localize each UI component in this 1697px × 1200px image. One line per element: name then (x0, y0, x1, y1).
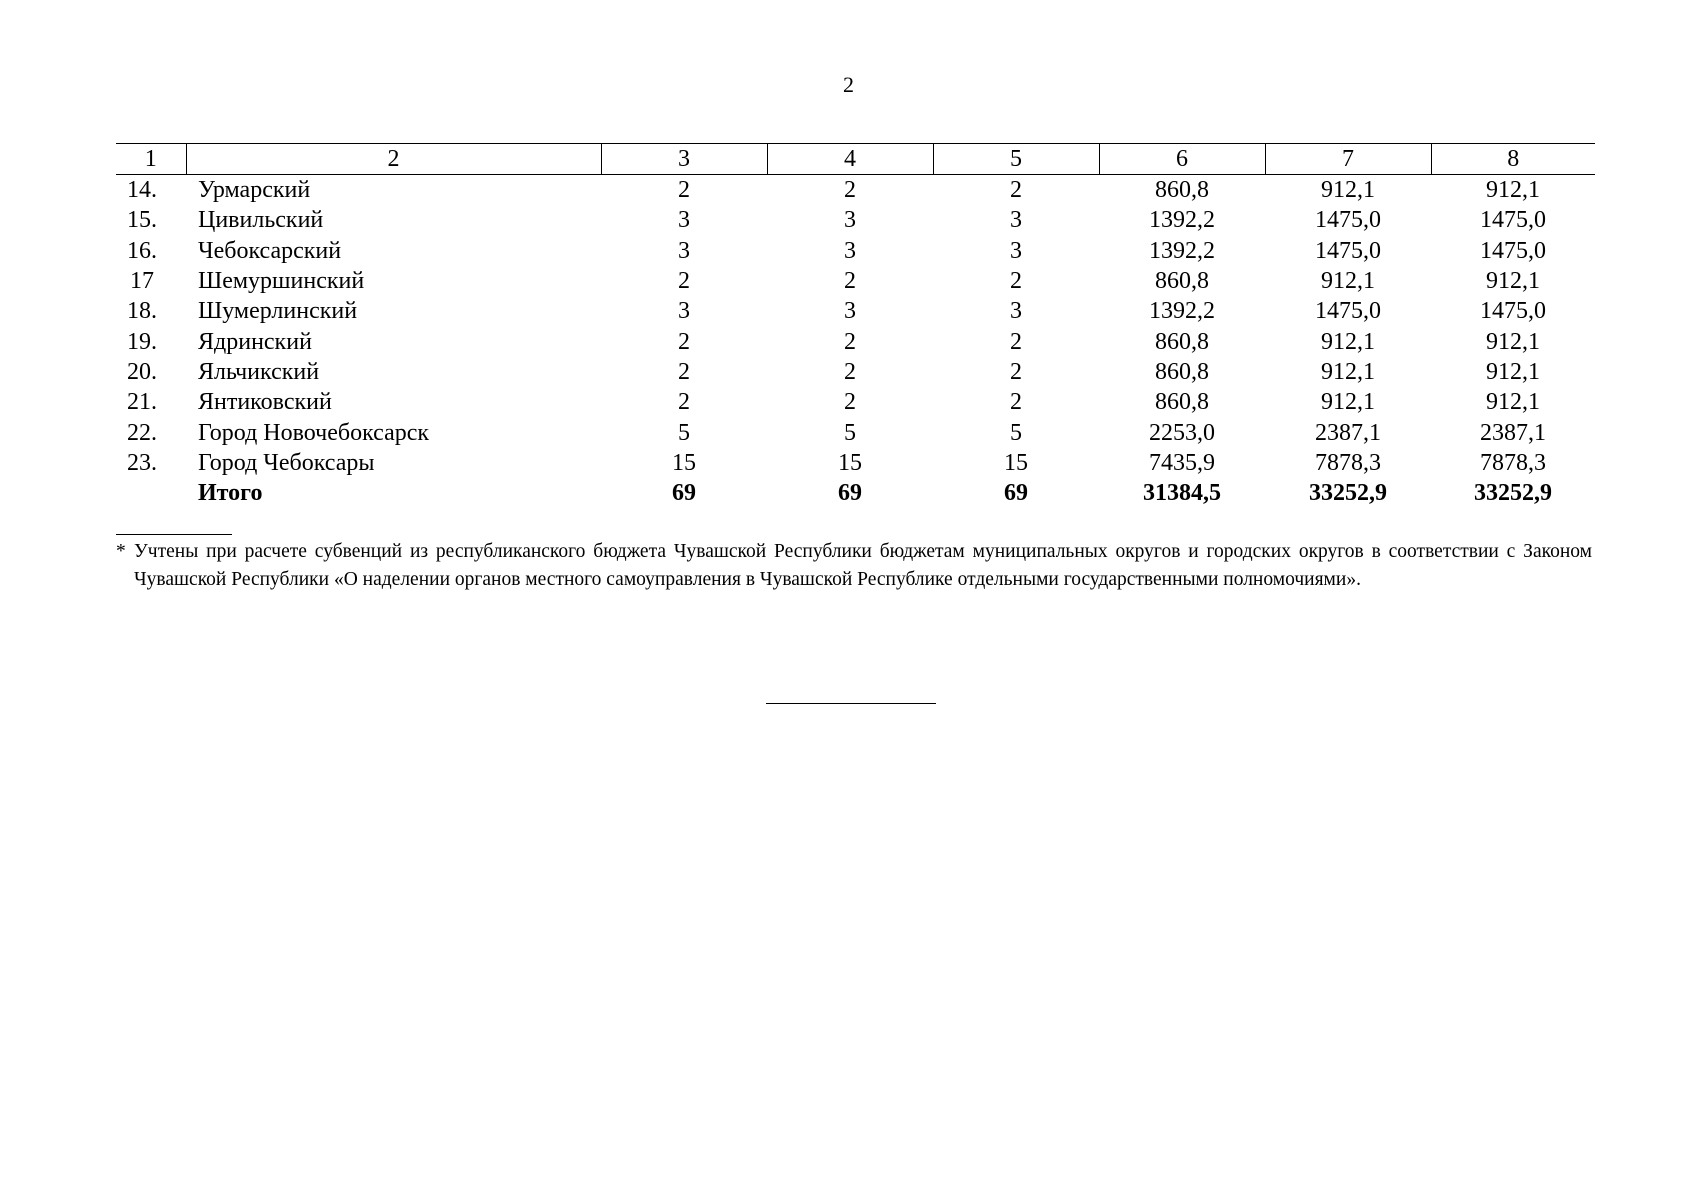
row-value-5: 2 (1010, 177, 1022, 204)
table-header (116, 144, 1595, 175)
table-row (116, 448, 1595, 478)
row-value-5: 5 (1010, 419, 1022, 446)
row-value-6: 1392,2 (1149, 207, 1215, 234)
footnote-mark: * (116, 541, 126, 562)
row-value-6: 860,8 (1155, 328, 1209, 355)
row-number: 22. (127, 419, 157, 446)
row-value-4: 2 (844, 177, 856, 204)
row-name: Шумерлинский (198, 298, 358, 325)
row-value-8: 1475,0 (1480, 237, 1546, 264)
row-value-8: 912,1 (1486, 328, 1540, 355)
table-body (116, 175, 1595, 509)
row-value-7: 1475,0 (1315, 237, 1381, 264)
header-cell-6: 6 (1099, 144, 1265, 175)
row-number: 16. (127, 237, 157, 264)
row-value-6: 1392,2 (1149, 237, 1215, 264)
row-value-6: 860,8 (1155, 177, 1209, 204)
row-value-4: 5 (844, 419, 856, 446)
row-value-3: 2 (678, 389, 690, 416)
row-value-7: 1475,0 (1315, 298, 1381, 325)
row-value-3: 2 (678, 268, 690, 295)
row-value-3: 15 (672, 449, 696, 476)
row-value-5: 3 (1010, 207, 1022, 234)
table-row (116, 175, 1595, 206)
table-row (116, 266, 1595, 296)
row-value-8: 7878,3 (1480, 449, 1546, 476)
row-value-6: 2253,0 (1149, 419, 1215, 446)
row-name: Янтиковский (198, 389, 332, 416)
header-cell-7: 7 (1265, 144, 1431, 175)
row-value-5: 15 (1004, 449, 1028, 476)
header-cell-2: 2 (186, 144, 601, 175)
row-value-8: 1475,0 (1480, 298, 1546, 325)
total-row (116, 478, 1595, 508)
table-row (116, 296, 1595, 326)
table-row (116, 387, 1595, 417)
row-name: Чебоксарский (198, 237, 342, 264)
row-value-7: 912,1 (1321, 389, 1375, 416)
row-value-4: 2 (844, 358, 856, 385)
total-value-5: 69 (1004, 480, 1028, 507)
row-name: Цивильский (198, 207, 324, 234)
row-value-7: 7878,3 (1315, 449, 1381, 476)
header-cell-5: 5 (933, 144, 1099, 175)
row-name: Ядринский (198, 328, 312, 355)
row-name: Город Чебоксары (198, 449, 375, 476)
row-value-4: 2 (844, 328, 856, 355)
row-value-8: 2387,1 (1480, 419, 1546, 446)
row-value-3: 2 (678, 358, 690, 385)
row-value-3: 3 (678, 237, 690, 264)
row-value-8: 912,1 (1486, 268, 1540, 295)
row-value-5: 3 (1010, 298, 1022, 325)
row-number: 17 (130, 268, 154, 295)
row-value-5: 2 (1010, 328, 1022, 355)
header-cell-8: 8 (1431, 144, 1595, 175)
row-value-3: 3 (678, 207, 690, 234)
row-number: 23. (127, 449, 157, 476)
page-number: 2 (843, 72, 854, 97)
total-value-7: 33252,9 (1309, 480, 1387, 507)
row-number: 18. (127, 298, 157, 325)
table-row (116, 326, 1595, 356)
row-value-7: 912,1 (1321, 328, 1375, 355)
row-value-5: 2 (1010, 358, 1022, 385)
total-value-6: 31384,5 (1143, 480, 1221, 507)
row-name: Урмарский (198, 177, 311, 204)
table-row (116, 357, 1595, 387)
data-table (116, 143, 1595, 508)
row-value-6: 7435,9 (1149, 449, 1215, 476)
row-value-6: 860,8 (1155, 268, 1209, 295)
row-value-3: 2 (678, 177, 690, 204)
row-name: Город Новочебоксарск (198, 419, 430, 446)
header-row (116, 144, 1595, 175)
row-value-4: 3 (844, 207, 856, 234)
row-value-5: 2 (1010, 389, 1022, 416)
row-value-5: 2 (1010, 268, 1022, 295)
row-value-7: 912,1 (1321, 177, 1375, 204)
row-value-3: 3 (678, 298, 690, 325)
row-value-7: 912,1 (1321, 358, 1375, 385)
header-cell-4: 4 (767, 144, 933, 175)
row-value-3: 2 (678, 328, 690, 355)
footnote-divider (116, 534, 232, 535)
row-value-6: 860,8 (1155, 358, 1209, 385)
row-number: 14. (127, 177, 157, 204)
total-label: Итого (198, 480, 263, 507)
table-row (116, 236, 1595, 266)
total-value-4: 69 (838, 480, 862, 507)
row-number: 21. (127, 389, 157, 416)
footnote-text: Учтены при расчете субвенций из республиканского бюджета Чувашской Республики бюджетам муниципальных округов и городских округов в соответствии с Законом Чувашской Республики «О наделении органов местного самоуправления в Чувашской Республике отдельными государственными полномочиями». (134, 541, 1592, 590)
row-value-8: 912,1 (1486, 389, 1540, 416)
row-value-6: 1392,2 (1149, 298, 1215, 325)
row-number: 19. (127, 328, 157, 355)
row-name: Яльчикский (198, 358, 320, 385)
total-value-8: 33252,9 (1474, 480, 1552, 507)
row-value-6: 860,8 (1155, 389, 1209, 416)
table-row (116, 417, 1595, 447)
row-value-7: 2387,1 (1315, 419, 1381, 446)
row-name: Шемуршинский (198, 268, 365, 295)
row-value-8: 912,1 (1486, 177, 1540, 204)
header-cell-1: 1 (116, 144, 186, 175)
row-value-4: 3 (844, 237, 856, 264)
row-value-5: 3 (1010, 237, 1022, 264)
total-value-3: 69 (672, 480, 696, 507)
row-value-4: 3 (844, 298, 856, 325)
row-number: 15. (127, 207, 157, 234)
row-value-4: 2 (844, 268, 856, 295)
header-cell-3: 3 (601, 144, 767, 175)
row-value-8: 1475,0 (1480, 207, 1546, 234)
row-value-7: 1475,0 (1315, 207, 1381, 234)
table-row (116, 205, 1595, 235)
row-number: 20. (127, 358, 157, 385)
row-value-7: 912,1 (1321, 268, 1375, 295)
footnote (116, 538, 1592, 594)
row-value-8: 912,1 (1486, 358, 1540, 385)
row-value-4: 15 (838, 449, 862, 476)
row-value-3: 5 (678, 419, 690, 446)
row-value-4: 2 (844, 389, 856, 416)
end-of-document-rule (766, 703, 936, 704)
